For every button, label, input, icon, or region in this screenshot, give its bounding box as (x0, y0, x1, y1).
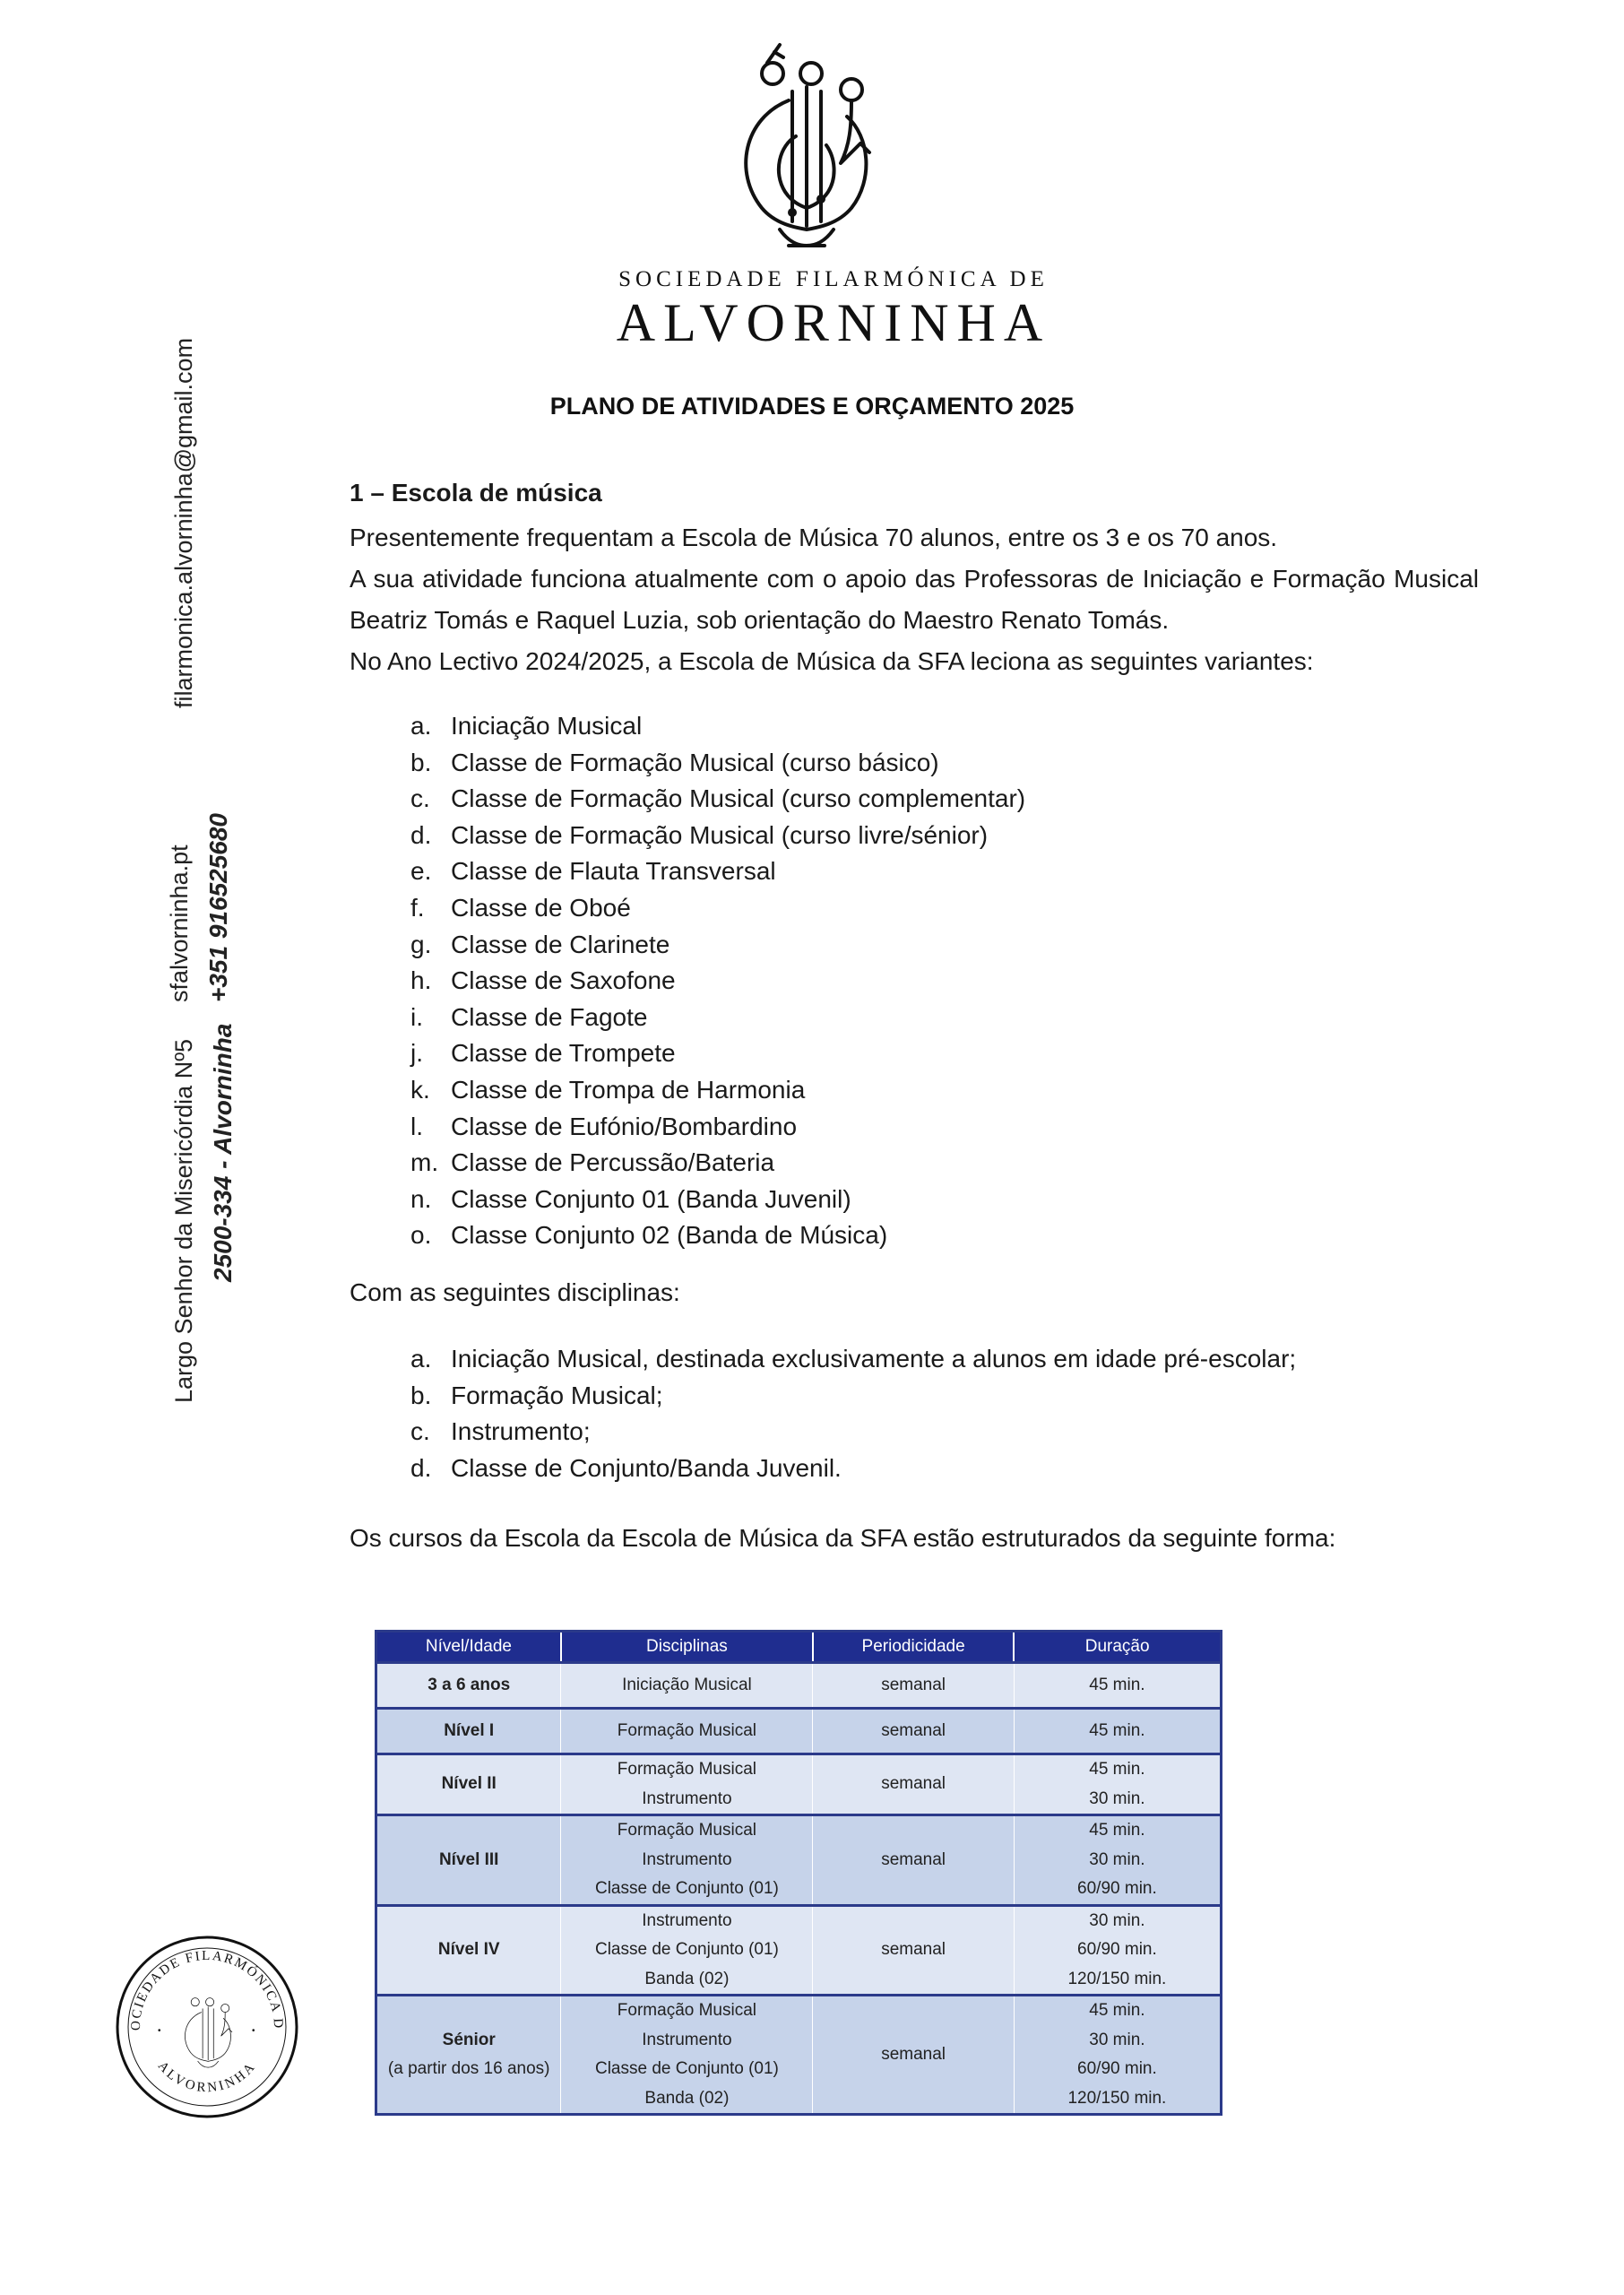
periodicity-cell: semanal (813, 1663, 1014, 1709)
org-name-line2: ALVORNINHA (616, 293, 1051, 352)
svg-text:SOCIEDADE FILARMÓNICA DE: OCIEDADE FILARMÓNICA D (128, 1948, 286, 2031)
table-header-row (376, 1632, 1222, 1663)
section-escola-de-musica (350, 472, 1479, 1559)
disciplines-cell: Formação Musical Instrumento Classe de Conjunto (01) Banda (02) (561, 1996, 813, 2115)
list-item: d. Classe de Formação Musical (curso livre/sénior) (410, 820, 989, 849)
svg-text:•: • (158, 2026, 161, 2036)
courses-table (375, 1630, 1222, 2116)
list-item: c. Instrumento; (410, 1417, 591, 1446)
list-item: h. Classe de Saxofone (410, 966, 676, 995)
list-item: f. Classe de Oboé (410, 893, 631, 922)
disciplines-cell: Iniciação Musical (561, 1663, 813, 1709)
table-row (376, 1754, 1222, 1815)
list-item: j. Classe de Trompete (410, 1039, 676, 1068)
level-cell: Nível I (376, 1709, 561, 1754)
list-item: a. Iniciação Musical (410, 712, 643, 740)
disciplines-cell: Formação Musical Instrumento Classe de Conjunto (01) (561, 1815, 813, 1906)
duration-cell: 45 min. 30 min. 60/90 min. (1014, 1815, 1221, 1906)
variants-list (350, 708, 1479, 1254)
list-item: a. Iniciação Musical, destinada exclusivamente a alunos em idade pré-escolar; (410, 1344, 1297, 1373)
table-row (376, 1996, 1222, 2115)
document-title: PLANO DE ATIVIDADES E ORÇAMENTO 2025 (549, 393, 1075, 420)
column-header: Nível/Idade (376, 1632, 561, 1663)
disciplines-cell: Formação Musical (561, 1709, 813, 1754)
table-row (376, 1905, 1222, 1996)
paragraph-courses-structure: Os cursos da Escola da Escola de Música da SFA estão estruturados da seguinte forma: (350, 1524, 1336, 1553)
list-item: b. Formação Musical; (410, 1381, 663, 1409)
list-item: m. Classe de Percussão/Bateria (410, 1148, 775, 1177)
sidebar-email[interactable]: filarmonica.alvorninha@gmail.com (170, 337, 197, 708)
svg-text:•: • (252, 2026, 255, 2036)
org-name-line1: SOCIEDADE FILARMÓNICA DE (618, 267, 1049, 291)
list-item: n. Classe Conjunto 01 (Banda Juvenil) (410, 1184, 851, 1213)
list-item: e. Classe de Flauta Transversal (410, 857, 776, 886)
level-cell: Nível II (376, 1754, 561, 1815)
paragraph-teachers: A sua atividade funciona atualmente com o apoio das Professoras de Iniciação e Formação Musical Beatriz Tomás e Raquel Luzia, sob orientação do Maestro Renato Tomás. (350, 565, 1479, 634)
sidebar-phone: +351 916525680 (204, 813, 232, 1002)
circular-seal-icon (113, 1933, 301, 2121)
level-cell: 3 a 6 anos (376, 1663, 561, 1709)
periodicity-cell: semanal (813, 1709, 1014, 1754)
section-title: 1 – Escola de música (350, 479, 602, 507)
duration-cell: 45 min. 30 min. (1014, 1754, 1221, 1815)
disciplines-cell: Formação Musical Instrumento (561, 1754, 813, 1815)
periodicity-cell: semanal (813, 1996, 1014, 2115)
list-item: d. Classe de Conjunto/Banda Juvenil. (410, 1453, 842, 1482)
list-item: c. Classe de Formação Musical (curso complementar) (410, 784, 1026, 813)
disciplines-cell: Instrumento Classe de Conjunto (01) Banda (02) (561, 1905, 813, 1996)
list-item: k. Classe de Trompa de Harmonia (410, 1075, 806, 1104)
level-cell: Nível IV (376, 1905, 561, 1996)
periodicity-cell: semanal (813, 1754, 1014, 1815)
list-item: b. Classe de Formação Musical (curso básico) (410, 748, 939, 776)
table-row (376, 1709, 1222, 1754)
table-row (376, 1815, 1222, 1906)
list-item: l. Classe de Eufónio/Bombardino (410, 1112, 798, 1140)
duration-cell: 45 min. (1014, 1709, 1221, 1754)
duration-cell: 45 min. (1014, 1663, 1221, 1709)
paragraph-disciplines-intro: Com as seguintes disciplinas: (350, 1277, 680, 1306)
list-item: i. Classe de Fagote (410, 1002, 648, 1031)
column-header: Disciplinas (561, 1632, 813, 1663)
disciplines-list (350, 1341, 1479, 1486)
list-item: g. Classe de Clarinete (410, 930, 670, 958)
lyre-logo-icon (726, 38, 887, 253)
level-cell: Nível III (376, 1815, 561, 1906)
paragraph-school-year: No Ano Lectivo 2024/2025, a Escola de Música da SFA leciona as seguintes variantes: (350, 647, 1314, 675)
list-item: o. Classe Conjunto 02 (Banda de Música) (410, 1221, 888, 1250)
level-cell: Sénior (a partir dos 16 anos) (376, 1996, 561, 2115)
table-row (376, 1663, 1222, 1709)
periodicity-cell: semanal (813, 1905, 1014, 1996)
sidebar-address-line2: 2500-334 - Alvorninha (209, 1023, 237, 1282)
duration-cell: 30 min. 60/90 min. 120/150 min. (1014, 1905, 1221, 1996)
column-header: Duração (1014, 1632, 1221, 1663)
sidebar-address-line1: Largo Senhor da Misericórdia Nº5 (170, 1038, 197, 1403)
svg-text:ALVORNINHA: ALVORNINHA (154, 2058, 260, 2096)
duration-cell: 45 min. 30 min. 60/90 min. 120/150 min. (1014, 1996, 1221, 2115)
column-header: Periodicidade (813, 1632, 1014, 1663)
periodicity-cell: semanal (813, 1815, 1014, 1906)
paragraph-students: Presentemente frequentam a Escola de Música 70 alunos, entre os 3 e os 70 anos. (350, 524, 1278, 551)
sidebar-website[interactable]: sfalvorninha.pt (166, 844, 193, 1002)
